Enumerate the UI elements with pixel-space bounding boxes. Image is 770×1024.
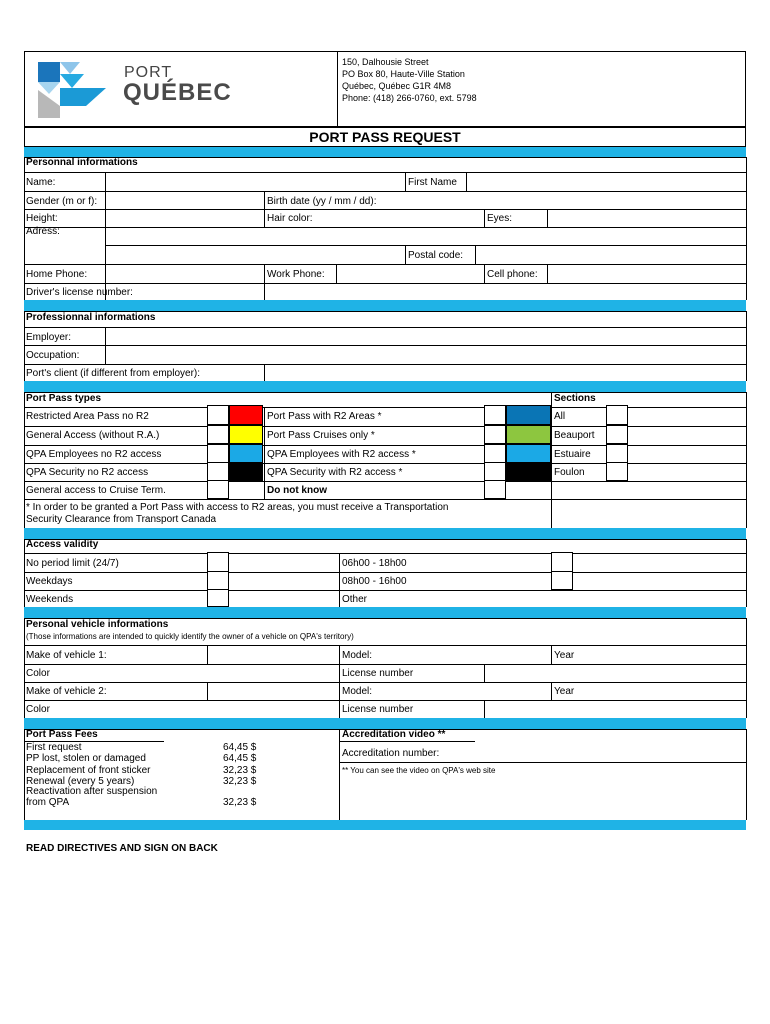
year-1-field[interactable] [584, 647, 744, 663]
label-name: Name: [26, 177, 56, 188]
model-1-field[interactable] [380, 647, 549, 663]
access-checkbox-weekdays[interactable] [207, 571, 229, 590]
port-quebec-logo-icon [36, 60, 112, 120]
address-line-3: Québec, Québec G1R 4M8 [342, 81, 452, 91]
label-accreditation-number: Accreditation number: [342, 748, 440, 759]
label-color-1: Color [26, 668, 50, 679]
access-left-0: No period limit (24/7) [26, 558, 119, 569]
pass-left-checkbox-1[interactable] [207, 425, 229, 444]
section-pass-types-heading: Port Pass types [26, 393, 102, 404]
section-checkbox-foulon[interactable] [606, 462, 628, 481]
fee-label-0: First request [26, 742, 82, 753]
adress-field[interactable] [107, 229, 744, 244]
pass-right-checkbox-2[interactable] [484, 444, 506, 463]
section-fees-heading: Port Pass Fees [26, 729, 98, 740]
birth-date-field[interactable] [400, 193, 744, 208]
color-swatch-blue [506, 405, 551, 425]
make-vehicle-2-field[interactable] [209, 684, 337, 699]
section-access-heading: Access validity [26, 539, 99, 550]
hair-color-field[interactable] [330, 211, 482, 226]
section-personal-heading: Personnal informations [26, 157, 138, 168]
pass-right-4: Do not know [267, 485, 327, 496]
ports-client-field[interactable] [266, 366, 744, 380]
access-checkbox-08-16[interactable] [551, 571, 573, 590]
color-2-field[interactable] [60, 702, 337, 717]
access-right-1: 08h00 - 16h00 [342, 576, 407, 587]
footer-instruction: READ DIRECTIVES AND SIGN ON BACK [26, 843, 218, 854]
license-2-field[interactable] [486, 702, 744, 717]
label-eyes: Eyes: [487, 213, 513, 224]
label-occupation: Occupation: [26, 350, 80, 361]
label-adress: Adress: [26, 226, 60, 237]
label-year-1: Year [554, 650, 575, 661]
color-swatch-black [229, 462, 263, 481]
color-swatch-green [506, 425, 551, 444]
access-checkbox-06-18[interactable] [551, 552, 573, 572]
r2-note-line-2: Security Clearance from Transport Canada [26, 514, 217, 525]
access-left-1: Weekdays [26, 576, 73, 587]
access-right-0: 06h00 - 18h00 [342, 558, 407, 569]
drivers-license-field[interactable] [266, 285, 744, 299]
label-make-vehicle-2: Make of vehicle 2: [26, 686, 107, 697]
pass-right-2: QPA Employees with R2 access * [267, 449, 416, 460]
cell-phone-field[interactable] [549, 266, 744, 282]
label-birth-date: Birth date (yy / mm / dd): [267, 196, 377, 207]
pass-right-checkbox-1[interactable] [484, 425, 506, 444]
model-2-field[interactable] [380, 684, 549, 699]
fee-amount-2: 32,23 $ [223, 765, 257, 776]
access-checkbox-weekends[interactable] [207, 589, 229, 607]
fee-label-3: Renewal (every 5 years) [26, 776, 135, 787]
label-postal-code: Postal code: [408, 250, 464, 261]
pass-right-checkbox-4[interactable] [484, 480, 506, 499]
label-license-1: License number [342, 668, 414, 679]
label-model-1: Model: [342, 650, 373, 661]
name-field[interactable] [107, 174, 403, 190]
section-1: Beauport [554, 430, 595, 441]
vehicle-subheading: (Those informations are intended to quickly identify the owner of a vehicle on QPA's territory) [26, 632, 354, 641]
section-sections-heading: Sections [554, 393, 596, 404]
occupation-field[interactable] [107, 347, 744, 363]
fee-label-4-line-1: Reactivation after suspension [26, 786, 158, 797]
pass-left-2: QPA Employees no R2 access [26, 449, 162, 460]
section-vehicle-heading: Personal vehicle informations [26, 619, 169, 630]
pass-right-0: Port Pass with R2 Areas * [267, 411, 382, 422]
label-cell-phone: Cell phone: [487, 269, 538, 280]
section-checkbox-all[interactable] [606, 405, 628, 425]
first-name-field[interactable] [468, 174, 744, 190]
pass-right-1: Port Pass Cruises only * [267, 430, 375, 441]
pass-right-3: QPA Security with R2 access * [267, 467, 403, 478]
pass-left-checkbox-3[interactable] [207, 462, 229, 481]
section-checkbox-estuaire[interactable] [606, 444, 628, 463]
label-drivers-license: Driver's license number: [26, 287, 133, 298]
year-2-field[interactable] [584, 684, 744, 699]
access-right-2: Other [342, 594, 368, 605]
label-hair-color: Hair color: [267, 213, 313, 224]
pass-left-0: Restricted Area Pass no R2 [26, 411, 149, 422]
label-ports-client: Port's client (if different from employer): [26, 368, 201, 379]
make-vehicle-1-field[interactable] [209, 647, 337, 663]
fee-amount-4: 32,23 $ [223, 797, 257, 808]
home-phone-field[interactable] [107, 266, 262, 282]
color-swatch-yellow [229, 425, 263, 444]
gender-field[interactable] [107, 193, 262, 208]
section-video-heading: Accreditation video ** [342, 729, 446, 740]
section-professional-heading: Professionnal informations [26, 312, 156, 323]
eyes-field[interactable] [549, 211, 744, 226]
employer-field[interactable] [107, 329, 744, 344]
color-1-field[interactable] [60, 666, 337, 681]
pass-right-checkbox-3[interactable] [484, 462, 506, 481]
accreditation-number-field[interactable] [460, 743, 744, 761]
address-line-4: Phone: (418) 266-0760, ext. 5798 [342, 93, 477, 103]
color-swatch-light-blue [229, 444, 263, 463]
label-first-name: First Name [408, 177, 457, 188]
fee-amount-1: 64,45 $ [223, 753, 257, 764]
color-swatch-black-2 [506, 462, 551, 481]
section-3: Foulon [554, 467, 585, 478]
label-make-vehicle-1: Make of vehicle 1: [26, 650, 107, 661]
address-line-1: 150, Dalhousie Street [342, 57, 429, 67]
label-height: Height: [26, 213, 58, 224]
fee-amount-0: 64,45 $ [223, 742, 257, 753]
height-field[interactable] [107, 211, 262, 226]
section-2: Estuaire [554, 449, 591, 460]
section-0: All [554, 411, 566, 422]
logo-word-quebec: QUÉBEC [123, 79, 232, 106]
access-other-field[interactable] [380, 591, 744, 606]
pass-right-checkbox-0[interactable] [484, 405, 506, 425]
pass-left-checkbox-0[interactable] [207, 405, 229, 425]
page-title: PORT PASS REQUEST [309, 129, 461, 145]
fee-label-2: Replacement of front sticker [26, 765, 151, 776]
label-year-2: Year [554, 686, 575, 697]
fee-amount-3: 32,23 $ [223, 776, 257, 787]
fee-label-1: PP lost, stolen or damaged [26, 753, 146, 764]
label-home-phone: Home Phone: [26, 269, 88, 280]
pass-left-1: General Access (without R.A.) [26, 430, 160, 441]
label-color-2: Color [26, 704, 50, 715]
license-1-field[interactable] [486, 666, 744, 681]
access-left-2: Weekends [26, 594, 74, 605]
label-work-phone: Work Phone: [267, 269, 325, 280]
fee-label-4-line-2: from QPA [26, 797, 70, 808]
section-checkbox-beauport[interactable] [606, 425, 628, 444]
logo-word-port: PORT [124, 64, 173, 81]
label-model-2: Model: [342, 686, 373, 697]
r2-note-line-1: * In order to be granted a Port Pass with access to R2 areas, you must receive a Transportation [26, 502, 449, 513]
access-checkbox-24-7[interactable] [207, 552, 229, 572]
pass-left-checkbox-4[interactable] [207, 480, 229, 499]
label-gender: Gender (m or f): [26, 196, 98, 207]
pass-left-4: General access to Cruise Term. [26, 485, 166, 496]
label-employer: Employer: [26, 332, 72, 343]
color-swatch-light-blue-2 [506, 444, 551, 463]
video-note: ** You can see the video on QPA's web site [342, 766, 496, 775]
pass-left-3: QPA Security no R2 access [26, 467, 149, 478]
label-license-2: License number [342, 704, 414, 715]
address-line-2: PO Box 80, Haute-Ville Station [342, 69, 465, 79]
pass-left-checkbox-2[interactable] [207, 444, 229, 463]
work-phone-field[interactable] [338, 266, 482, 282]
postal-code-field[interactable] [477, 247, 744, 263]
color-swatch-red [229, 405, 263, 425]
